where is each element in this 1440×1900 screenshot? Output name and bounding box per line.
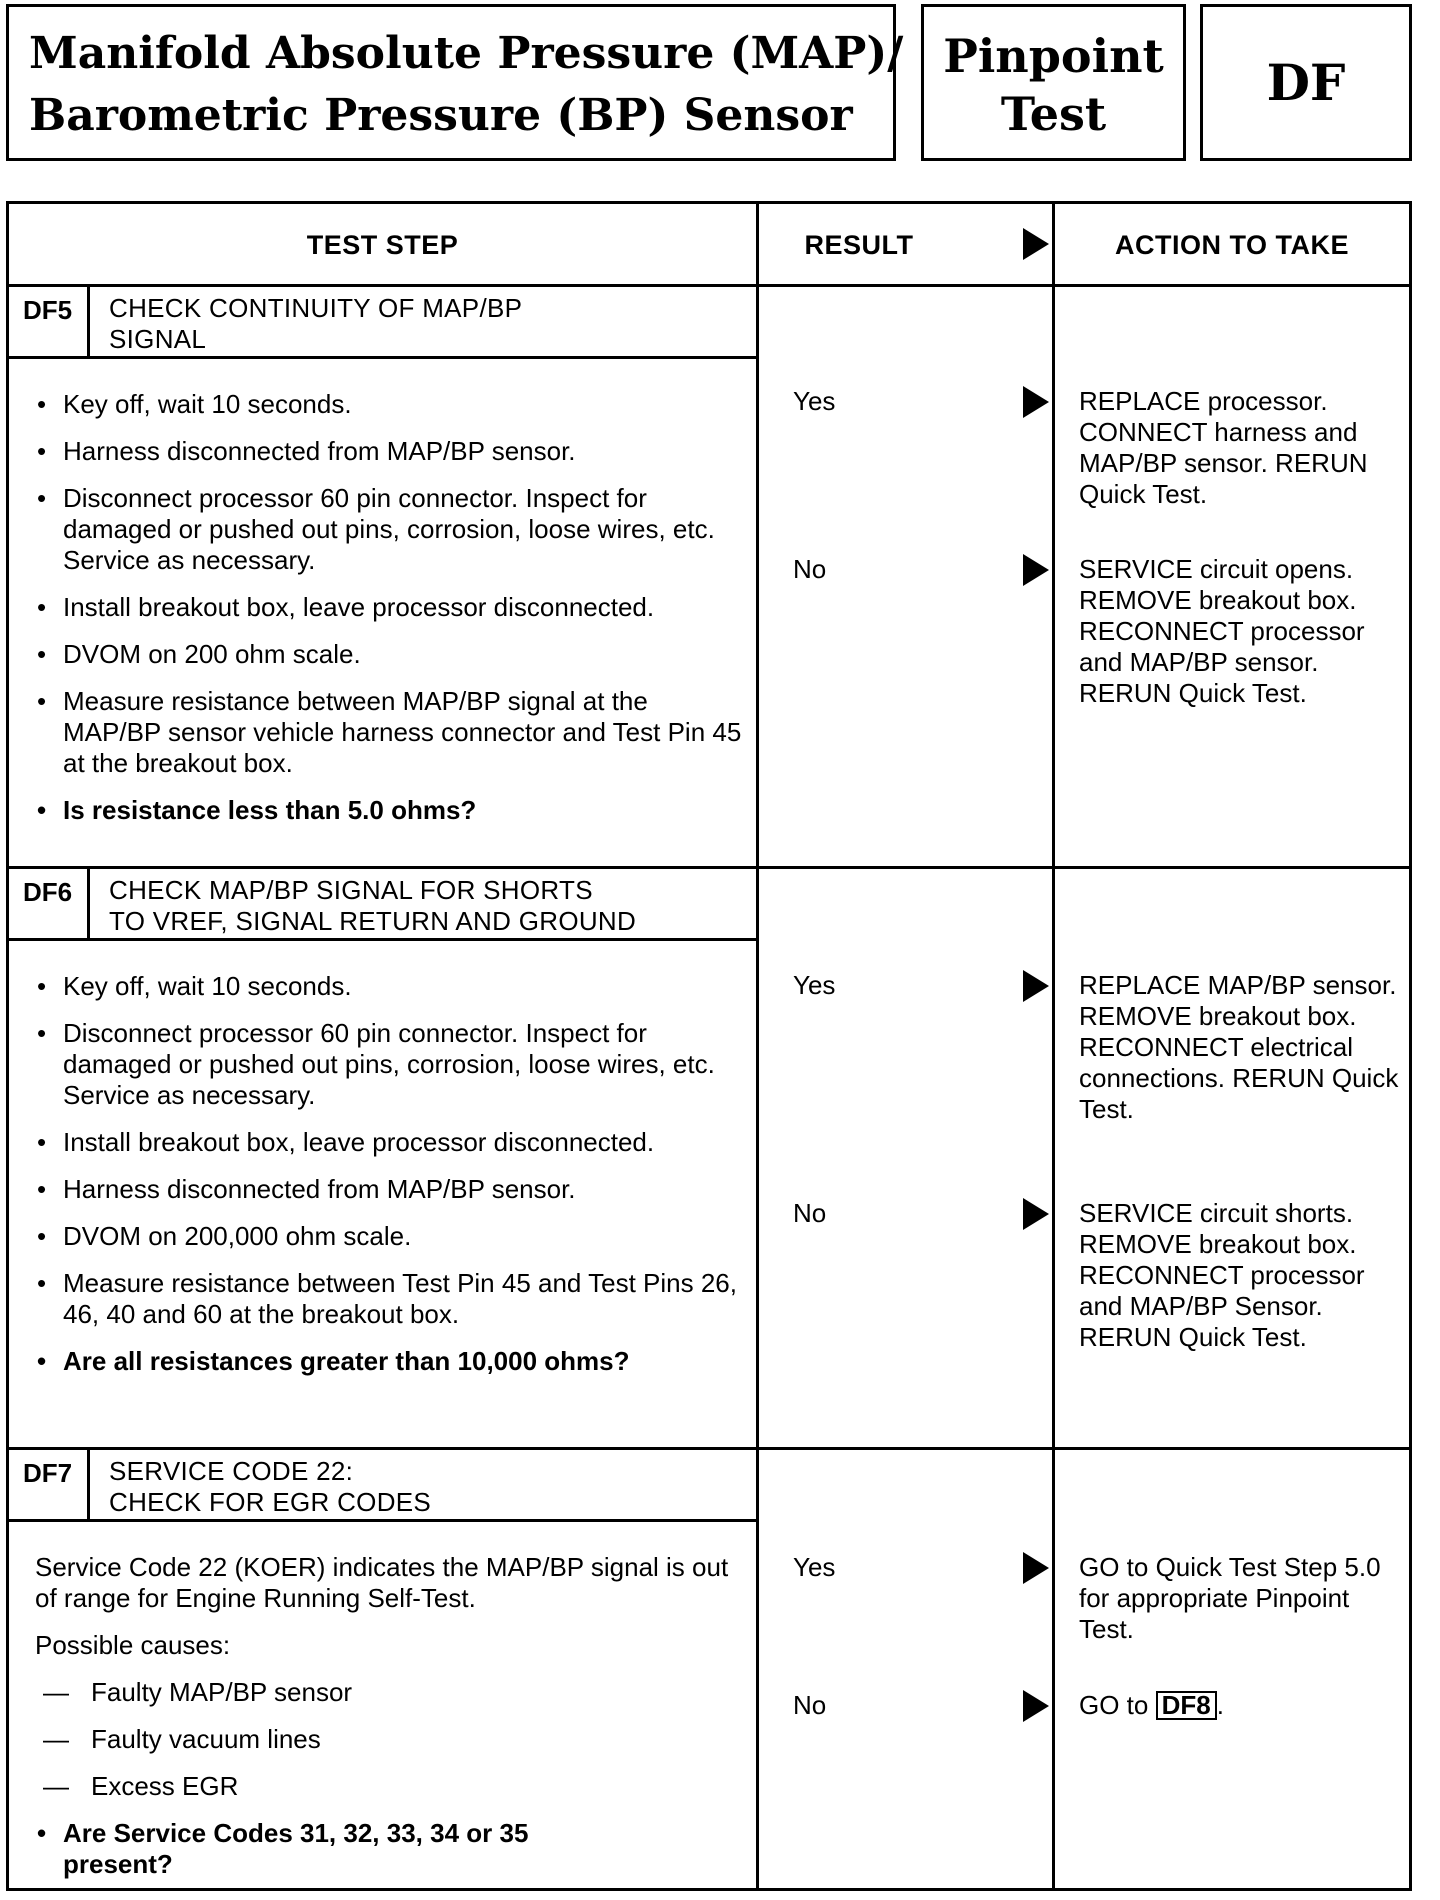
result-yes-df7: Yes xyxy=(793,1552,836,1582)
list-item: • Harness disconnected from MAP/BP sensor. xyxy=(35,1174,747,1205)
action-yes-df5: REPLACE processor. CONNECT harness and MAP/BP sensor. RERUN Quick Test. xyxy=(1079,386,1368,509)
step-title-line-1: SERVICE CODE 22: xyxy=(109,1456,354,1486)
title-line-1: Manifold Absolute Pressure (MAP)/ xyxy=(29,28,904,79)
step-header xyxy=(9,869,756,941)
step-df7 xyxy=(9,1450,756,1888)
step-id: DF7 xyxy=(9,1450,90,1519)
step-question: • Is resistance less than 5.0 ohms? xyxy=(35,795,747,826)
arrow-right-icon xyxy=(1023,1552,1049,1584)
arrow-right-icon xyxy=(1023,228,1049,260)
step-intro: Service Code 22 (KOER) indicates the MAP/BP signal is out of range for Engine Running Self-Test. xyxy=(35,1552,729,1613)
result-yes-df6: Yes xyxy=(793,970,836,1000)
step-title xyxy=(109,1456,749,1518)
list-item: — Faulty vacuum lines xyxy=(35,1724,747,1755)
step-question-list xyxy=(35,1818,635,1880)
step-reference-df8[interactable]: DF8 xyxy=(1156,1691,1217,1720)
list-item: • DVOM on 200,000 ohm scale. xyxy=(35,1221,747,1252)
column-divider-result xyxy=(756,204,759,1888)
list-item: • Install breakout box, leave processor disconnected. xyxy=(35,592,747,623)
title-line-2: Barometric Pressure (BP) Sensor xyxy=(29,90,853,141)
result-no-df7: No xyxy=(793,1690,827,1720)
step-id: DF5 xyxy=(9,287,90,356)
arrow-right-icon xyxy=(1023,554,1049,586)
list-item: • DVOM on 200 ohm scale. xyxy=(35,639,747,670)
pinpoint-test-label xyxy=(921,4,1186,161)
action-prefix: GO to xyxy=(1079,1690,1149,1720)
pinpoint-line-2: Test xyxy=(1000,87,1107,141)
pinpoint-line-1: Pinpoint xyxy=(943,29,1164,83)
list-item: • Harness disconnected from MAP/BP sensor. xyxy=(35,436,747,467)
result-no-df6: No xyxy=(793,1198,827,1228)
list-item: — Faulty MAP/BP sensor xyxy=(35,1677,747,1708)
column-header-result: RESULT xyxy=(804,230,914,260)
step-instructions xyxy=(35,971,747,1393)
list-item: • Key off, wait 10 seconds. xyxy=(35,389,747,420)
list-item: — Excess EGR xyxy=(35,1771,747,1802)
step-body xyxy=(35,1552,747,1896)
arrow-right-icon xyxy=(1023,970,1049,1002)
list-item: • Disconnect processor 60 pin connector. Inspect for damaged or pushed out pins, corrosion, loose wires, etc. Service as necessary. xyxy=(35,483,747,576)
action-no-df5: SERVICE circuit opens. REMOVE breakout box. RECONNECT processor and MAP/BP sensor. RERUN Quick Test. xyxy=(1079,554,1365,708)
action-yes-df7: GO to Quick Test Step 5.0 for appropriate Pinpoint Test. xyxy=(1079,1552,1381,1644)
action-yes-df6: REPLACE MAP/BP sensor. REMOVE breakout box. RECONNECT electrical connections. RERUN Quick Test. xyxy=(1079,970,1399,1124)
page-title xyxy=(6,4,904,161)
step-title xyxy=(109,875,749,937)
step-title-line-1: CHECK MAP/BP SIGNAL FOR SHORTS xyxy=(109,875,593,905)
step-title-line-2: CHECK FOR EGR CODES xyxy=(109,1487,432,1517)
list-item: • Disconnect processor 60 pin connector. Inspect for damaged or pushed out pins, corrosion, loose wires, etc. Service as necessary. xyxy=(35,1018,747,1111)
list-item: • Measure resistance between MAP/BP signal at the MAP/BP sensor vehicle harness connector and Test Pin 45 at the breakout box. xyxy=(35,686,747,779)
step-title-line-1: CHECK CONTINUITY OF MAP/BP xyxy=(109,293,523,323)
step-title-line-2: SIGNAL xyxy=(109,324,207,354)
action-no-df6: SERVICE circuit shorts. REMOVE breakout box. RECONNECT processor and MAP/BP Sensor. RERUN Quick Test. xyxy=(1079,1198,1365,1352)
result-yes-df5: Yes xyxy=(793,386,836,416)
list-item: • Key off, wait 10 seconds. xyxy=(35,971,747,1002)
step-title xyxy=(109,293,749,355)
step-title-line-2: TO VREF, SIGNAL RETURN AND GROUND xyxy=(109,906,637,936)
list-item: • Measure resistance between Test Pin 45 and Test Pins 26, 46, 40 and 60 at the breakout box. xyxy=(35,1268,747,1330)
action-suffix: . xyxy=(1216,1690,1224,1720)
step-df5 xyxy=(9,287,756,866)
test-code: DF xyxy=(1200,4,1412,161)
step-question: • Are Service Codes 31, 32, 33, 34 or 35 present? xyxy=(35,1818,635,1880)
arrow-right-icon xyxy=(1023,1198,1049,1230)
step-header xyxy=(9,287,756,359)
step-id: DF6 xyxy=(9,869,90,938)
step-header xyxy=(9,1450,756,1522)
column-header-test-step: TEST STEP xyxy=(306,230,459,260)
arrow-right-icon xyxy=(1023,386,1049,418)
step-question: • Are all resistances greater than 10,000 ohms? xyxy=(35,1346,747,1377)
result-no-df5: No xyxy=(793,554,827,584)
column-divider-action xyxy=(1052,204,1055,1888)
action-no-df7 xyxy=(1079,1690,1409,1721)
causes-label: Possible causes: xyxy=(35,1630,231,1660)
list-item: • Install breakout box, leave processor disconnected. xyxy=(35,1127,747,1158)
step-instructions xyxy=(35,389,747,842)
column-header-action: ACTION TO TAKE xyxy=(1115,230,1349,260)
step-df6 xyxy=(9,869,756,1447)
pinpoint-table xyxy=(6,201,1412,1891)
arrow-right-icon xyxy=(1023,1690,1049,1722)
